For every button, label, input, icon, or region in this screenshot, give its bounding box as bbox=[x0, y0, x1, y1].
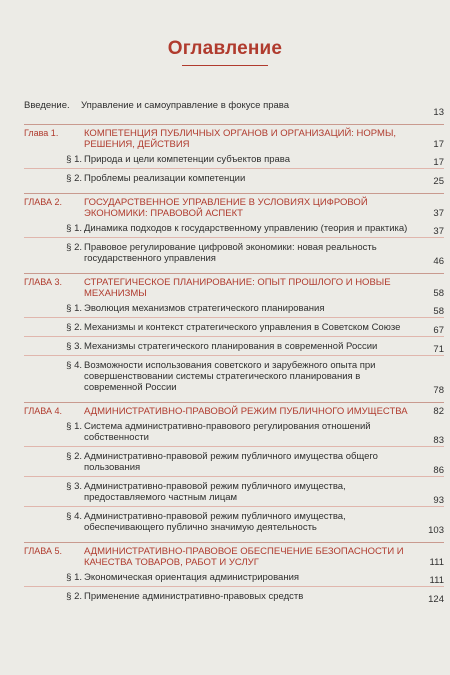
section-number: § 1. bbox=[66, 421, 82, 432]
section-number: § 2. bbox=[66, 242, 82, 253]
section-number: § 2. bbox=[66, 591, 82, 602]
section-page-number: 67 bbox=[433, 325, 444, 336]
section-number: § 4. bbox=[66, 511, 82, 522]
section-page-number: 78 bbox=[433, 385, 444, 396]
section-entry[interactable] bbox=[24, 572, 444, 587]
chapter-heading[interactable] bbox=[24, 406, 444, 417]
section-title: Административно-правовой режим публичного имущества общего пользования bbox=[84, 451, 378, 473]
toc-chapter bbox=[24, 193, 444, 267]
chapter-number: ГЛАВА 2. bbox=[24, 197, 62, 207]
section-title: Применение административно-правовых средств bbox=[84, 591, 304, 602]
chapter-title: АДМИНИСТРАТИВНО-ПРАВОВОЙ РЕЖИМ ПУБЛИЧНОГО ИМУЩЕСТВА bbox=[84, 406, 408, 417]
section-title: Возможности использования советского и зарубежного опыта при совершенствовании системы стратегического планирования в современной России bbox=[84, 360, 376, 393]
chapter-heading[interactable] bbox=[24, 128, 444, 150]
section-number: § 4. bbox=[66, 360, 82, 371]
section-page-number: 17 bbox=[433, 157, 444, 168]
section-page-number: 86 bbox=[433, 465, 444, 476]
chapter-title: ГОСУДАРСТВЕННОЕ УПРАВЛЕНИЕ В УСЛОВИЯХ ЦИФРОВОЙ ЭКОНОМИКИ: ПРАВОВОЙ АСПЕКТ bbox=[84, 197, 368, 219]
section-page-number: 58 bbox=[433, 306, 444, 317]
section-entry[interactable] bbox=[24, 242, 444, 267]
section-entry[interactable] bbox=[24, 223, 444, 238]
title-underline bbox=[182, 65, 268, 66]
section-title: Механизмы стратегического планирования в современной России bbox=[84, 341, 378, 352]
section-page-number: 103 bbox=[428, 525, 444, 536]
section-number: § 3. bbox=[66, 481, 82, 492]
section-page-number: 46 bbox=[433, 256, 444, 267]
chapter-page-number: 58 bbox=[433, 288, 444, 299]
section-number: § 1. bbox=[66, 223, 82, 234]
table-of-contents bbox=[24, 100, 444, 605]
section-entry[interactable] bbox=[24, 154, 444, 169]
chapter-page-number: 82 bbox=[433, 406, 444, 417]
section-title: Система административно-правового регулирования отношений собственности bbox=[84, 421, 371, 443]
page-title: Оглавление bbox=[167, 38, 283, 59]
toc-chapter bbox=[24, 273, 444, 396]
toc-chapter bbox=[24, 402, 444, 536]
section-number: § 1. bbox=[66, 303, 82, 314]
section-number: § 2. bbox=[66, 451, 82, 462]
chapter-page-number: 17 bbox=[433, 139, 444, 150]
chapter-heading[interactable] bbox=[24, 197, 444, 219]
section-entry[interactable] bbox=[24, 481, 444, 507]
section-page-number: 93 bbox=[433, 495, 444, 506]
toc-chapter bbox=[24, 542, 444, 605]
section-title: Механизмы и контекст стратегического управления в Советском Союзе bbox=[84, 322, 401, 333]
toc-chapter bbox=[24, 124, 444, 187]
section-entry[interactable] bbox=[24, 421, 444, 447]
section-page-number: 124 bbox=[428, 594, 444, 605]
section-number: § 2. bbox=[66, 322, 82, 333]
section-page-number: 37 bbox=[433, 226, 444, 237]
intro-title: Управление и самоуправление в фокусе права bbox=[81, 100, 290, 111]
chapter-number: ГЛАВА 3. bbox=[24, 277, 62, 287]
section-title: Динамика подходов к государственному управлению (теория и практика) bbox=[84, 223, 408, 234]
section-number: § 2. bbox=[66, 173, 82, 184]
chapter-list bbox=[24, 124, 444, 605]
chapter-heading[interactable] bbox=[24, 546, 444, 568]
section-page-number: 25 bbox=[433, 176, 444, 187]
section-title: Административно-правовой режим публичного имущества, обеспечивающего публично значимую деятельность bbox=[84, 511, 346, 533]
chapter-page-number: 37 bbox=[433, 208, 444, 219]
section-entry[interactable] bbox=[24, 591, 444, 605]
section-entry[interactable] bbox=[24, 303, 444, 318]
section-entry[interactable] bbox=[24, 341, 444, 356]
section-number: § 1. bbox=[66, 572, 82, 583]
section-number: § 3. bbox=[66, 341, 82, 352]
section-page-number: 83 bbox=[433, 435, 444, 446]
section-title: Экономическая ориентация администрирования bbox=[84, 572, 300, 583]
section-entry[interactable] bbox=[24, 173, 444, 187]
chapter-title: КОМПЕТЕНЦИЯ ПУБЛИЧНЫХ ОРГАНОВ И ОРГАНИЗАЦИЙ: НОРМЫ, РЕШЕНИЯ, ДЕЙСТВИЯ bbox=[84, 128, 396, 150]
chapter-heading[interactable] bbox=[24, 277, 444, 299]
chapter-number: Глава 1. bbox=[24, 128, 59, 138]
section-number: § 1. bbox=[66, 154, 82, 165]
section-title: Административно-правовой режим публичного имущества, предоставляемого частным лицам bbox=[84, 481, 346, 503]
section-title: Природа и цели компетенции субъектов права bbox=[84, 154, 291, 165]
chapter-title: АДМИНИСТРАТИВНО-ПРАВОВОЕ ОБЕСПЕЧЕНИЕ БЕЗОПАСНОСТИ И КАЧЕСТВА ТОВАРОВ, РАБОТ И УСЛУГ bbox=[84, 546, 404, 568]
chapter-title: СТРАТЕГИЧЕСКОЕ ПЛАНИРОВАНИЕ: ОПЫТ ПРОШЛОГО И НОВЫЕ МЕХАНИЗМЫ bbox=[84, 277, 391, 299]
chapter-page-number: 111 bbox=[429, 557, 444, 568]
section-entry[interactable] bbox=[24, 360, 444, 396]
section-entry[interactable] bbox=[24, 322, 444, 337]
section-title: Проблемы реализации компетенции bbox=[84, 173, 246, 184]
section-entry[interactable] bbox=[24, 451, 444, 477]
chapter-number: ГЛАВА 4. bbox=[24, 406, 62, 416]
intro-label: Введение. bbox=[24, 100, 70, 111]
section-page-number: 111 bbox=[429, 575, 444, 586]
section-entry[interactable] bbox=[24, 511, 444, 536]
section-page-number: 71 bbox=[433, 344, 444, 355]
section-title: Эволюция механизмов стратегического планирования bbox=[84, 303, 325, 314]
intro-page-number: 13 bbox=[433, 107, 444, 118]
toc-intro-entry[interactable] bbox=[24, 100, 444, 118]
chapter-number: ГЛАВА 5. bbox=[24, 546, 62, 556]
section-title: Правовое регулирование цифровой экономики: новая реальность государственного управления bbox=[84, 242, 377, 264]
